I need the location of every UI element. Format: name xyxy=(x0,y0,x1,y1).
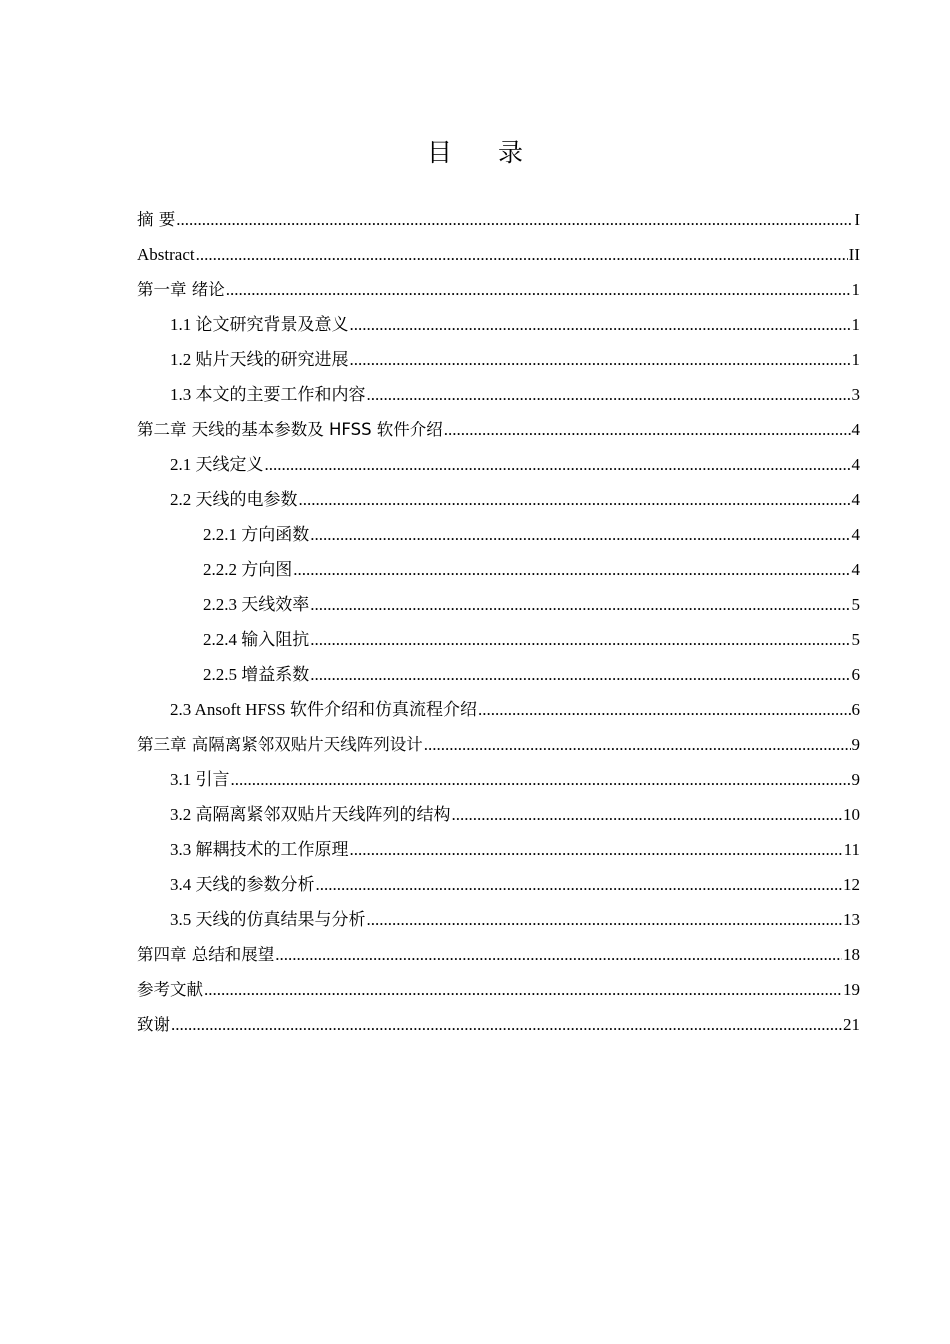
toc-entry[interactable] xyxy=(137,937,860,972)
toc-entry-page: 11 xyxy=(843,840,860,859)
toc-dot-leader xyxy=(350,342,851,377)
toc-entry[interactable] xyxy=(137,377,860,412)
toc-entry-label: 2.2.4 输入阻抗 xyxy=(203,630,310,649)
toc-dot-leader xyxy=(424,727,851,762)
toc-entry-page: 18 xyxy=(843,945,860,964)
toc-entry[interactable] xyxy=(137,482,860,517)
toc-dot-leader xyxy=(171,1007,842,1042)
toc-dot-leader xyxy=(367,377,851,412)
toc-entry-page: II xyxy=(848,245,860,264)
toc-dot-leader xyxy=(265,447,851,482)
toc-entry-label: 第二章 天线的基本参数及 HFSS 软件介绍 xyxy=(137,420,443,439)
toc-entry-page: 9 xyxy=(851,770,860,789)
toc-dot-leader xyxy=(310,657,850,692)
toc-entry[interactable] xyxy=(137,552,860,587)
toc-dot-leader xyxy=(293,552,850,587)
toc-entry-label: Abstract xyxy=(137,245,195,264)
toc-entry-label: 2.2.3 天线效率 xyxy=(203,595,310,614)
toc-entry-label: 致谢 xyxy=(137,1015,170,1034)
toc-entry-page: 3 xyxy=(851,385,860,404)
toc-entry[interactable] xyxy=(137,797,860,832)
toc-entry-label: 3.5 天线的仿真结果与分析 xyxy=(170,910,366,929)
toc-entry-label: 2.2.1 方向函数 xyxy=(203,525,310,544)
toc-dot-leader xyxy=(310,587,850,622)
toc-entry-page: 1 xyxy=(851,280,860,299)
toc-dot-leader xyxy=(231,762,851,797)
toc-entry-page: 1 xyxy=(851,315,860,334)
toc-entry-page: 5 xyxy=(851,630,860,649)
toc-entry[interactable] xyxy=(137,237,860,272)
toc-dot-leader xyxy=(204,972,842,1007)
toc-entry-label: 2.2 天线的电参数 xyxy=(170,490,298,509)
toc-dot-leader xyxy=(310,517,850,552)
toc-entry-page: 9 xyxy=(851,735,860,754)
toc-entry-page: 10 xyxy=(843,805,860,824)
toc-entry[interactable] xyxy=(137,272,860,307)
toc-entry-page: 21 xyxy=(843,1015,860,1034)
toc-entry-page: 4 xyxy=(851,455,860,474)
toc-entry[interactable] xyxy=(137,587,860,622)
toc-entry[interactable] xyxy=(137,622,860,657)
toc-entry-label: 第三章 高隔离紧邻双贴片天线阵列设计 xyxy=(137,735,423,754)
toc-entry[interactable] xyxy=(137,412,860,447)
toc-dot-leader xyxy=(196,237,848,272)
toc-entry-page: 5 xyxy=(851,595,860,614)
toc-entry[interactable] xyxy=(137,762,860,797)
toc-entry-page: 13 xyxy=(843,910,860,929)
table-of-contents xyxy=(137,202,860,1042)
toc-entry-label: 1.3 本文的主要工作和内容 xyxy=(170,385,366,404)
toc-dot-leader xyxy=(226,272,851,307)
toc-entry-label: 第一章 绪论 xyxy=(137,280,225,299)
toc-dot-leader xyxy=(310,622,850,657)
toc-entry-label: 2.3 Ansoft HFSS 软件介绍和仿真流程介绍 xyxy=(170,700,477,719)
toc-entry-page: 19 xyxy=(843,980,860,999)
toc-entry-label: 3.3 解耦技术的工作原理 xyxy=(170,840,349,859)
toc-entry[interactable] xyxy=(137,342,860,377)
toc-entry-page: 4 xyxy=(851,525,860,544)
toc-entry-label: 第四章 总结和展望 xyxy=(137,945,275,964)
toc-entry-label: 参考文献 xyxy=(137,980,203,999)
toc-dot-leader xyxy=(299,482,851,517)
toc-entry-label: 2.2.2 方向图 xyxy=(203,560,293,579)
toc-entry-page: 6 xyxy=(851,700,860,719)
toc-entry[interactable] xyxy=(137,1007,860,1042)
toc-entry-label: 摘 要 xyxy=(137,210,176,229)
toc-entry[interactable] xyxy=(137,832,860,867)
toc-dot-leader xyxy=(350,832,843,867)
toc-entry[interactable] xyxy=(137,307,860,342)
toc-dot-leader xyxy=(478,692,851,727)
toc-entry-page: 4 xyxy=(851,560,860,579)
toc-entry-page: 4 xyxy=(851,490,860,509)
toc-entry-label: 1.1 论文研究背景及意义 xyxy=(170,315,349,334)
toc-entry[interactable] xyxy=(137,692,860,727)
toc-entry[interactable] xyxy=(137,972,860,1007)
toc-entry-page: I xyxy=(854,210,860,229)
toc-dot-leader xyxy=(350,307,851,342)
toc-entry[interactable] xyxy=(137,867,860,902)
toc-entry-page: 1 xyxy=(851,350,860,369)
toc-dot-leader xyxy=(367,902,843,937)
toc-entry[interactable] xyxy=(137,902,860,937)
toc-entry-label: 3.1 引言 xyxy=(170,770,230,789)
toc-entry[interactable] xyxy=(137,517,860,552)
toc-entry[interactable] xyxy=(137,202,860,237)
page-title: 目录 xyxy=(426,138,569,167)
toc-entry-label: 3.4 天线的参数分析 xyxy=(170,875,315,894)
toc-dot-leader xyxy=(452,797,843,832)
toc-entry-page: 4 xyxy=(851,420,860,439)
toc-dot-leader xyxy=(176,202,853,237)
toc-entry-label: 1.2 贴片天线的研究进展 xyxy=(170,350,349,369)
toc-entry[interactable] xyxy=(137,657,860,692)
toc-entry[interactable] xyxy=(137,727,860,762)
toc-dot-leader xyxy=(316,867,843,902)
toc-entry-page: 6 xyxy=(851,665,860,684)
toc-entry-label: 2.2.5 增益系数 xyxy=(203,665,310,684)
toc-entry-label: 2.1 天线定义 xyxy=(170,455,264,474)
toc-entry[interactable] xyxy=(137,447,860,482)
toc-dot-leader xyxy=(444,412,851,447)
toc-dot-leader xyxy=(275,937,842,972)
toc-entry-label: 3.2 高隔离紧邻双贴片天线阵列的结构 xyxy=(170,805,451,824)
toc-entry-page: 12 xyxy=(843,875,860,894)
